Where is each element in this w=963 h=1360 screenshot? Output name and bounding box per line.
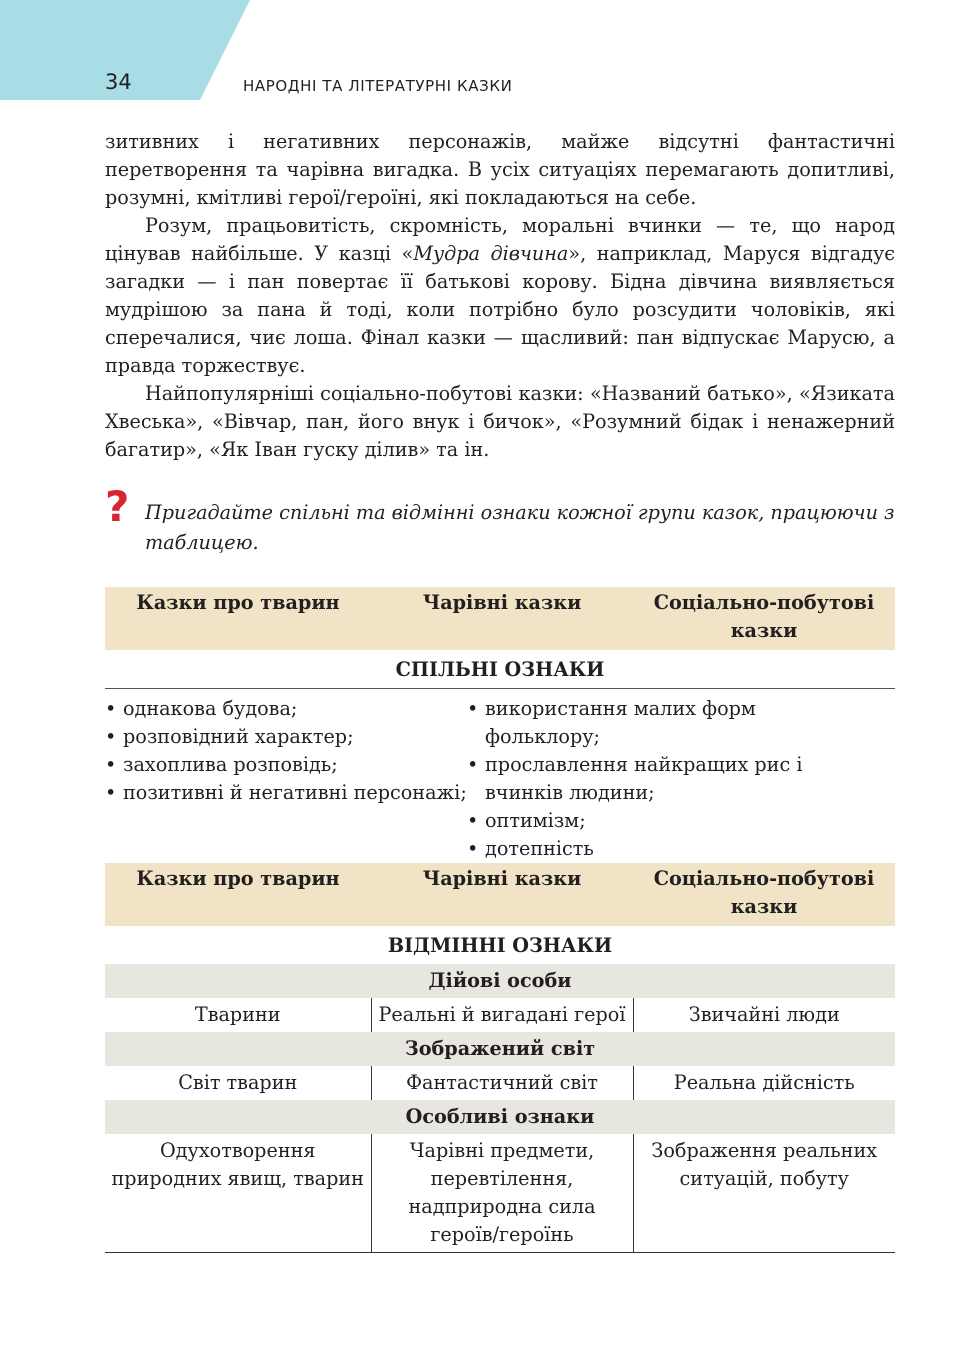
paragraph-2 — [105, 212, 895, 380]
subheader-world: Зображений світ — [105, 1032, 895, 1066]
column-header-animals: Казки про тварин — [105, 863, 371, 926]
subheader-features: Особливі ознаки — [105, 1100, 895, 1134]
list-item: • позитивні й негативні персонажі; — [105, 779, 467, 807]
common-features-right — [467, 695, 847, 863]
section-common-title: СПІЛЬНІ ОЗНАКИ — [105, 650, 895, 689]
list-item: • однакова будова; — [105, 695, 467, 723]
tale-title: Мудра дівчина — [413, 242, 569, 265]
column-header-animals: Казки про тварин — [105, 587, 371, 650]
column-header-magic: Чарівні казки — [371, 863, 633, 926]
subheader-world-row — [105, 1032, 895, 1066]
list-item: • використання малих форм фольклору; — [467, 695, 847, 751]
comparison-table — [105, 587, 895, 1253]
list-item: • дотепність — [467, 835, 847, 863]
common-features-row — [105, 689, 895, 864]
question-text: Пригадайте спільні та відмінні ознаки кожної групи казок, працюючи з таблицею. — [145, 501, 895, 554]
paragraph-2-end: », наприклад, Маруся відгадує загадки — і пан повертає її батькові корову. Бідна дівчина виявляється мудрішою за пана й тоді, коли потрібно було розсудити чоловіків, які сперечалися, чиє лоша. Фінал казки — щасливий: пан відпускає Марусю, а правда торжествує. — [105, 242, 895, 377]
table-row — [105, 998, 895, 1032]
list-item: • захоплива розповідь; — [105, 751, 467, 779]
table-row — [105, 1066, 895, 1100]
table-cell: Фантастичний світ — [371, 1066, 633, 1100]
section-diff-title: ВІДМІННІ ОЗНАКИ — [387, 934, 613, 957]
subheader-features-row — [105, 1100, 895, 1134]
subheader-characters-row — [105, 964, 895, 998]
section-diff-row — [105, 926, 895, 964]
paragraph-2-start: Розум, працьовитість, скромність, моральні вчинки — те, що народ цінував найбільше. У казці « — [105, 214, 895, 265]
section-common-row — [105, 650, 895, 689]
table-cell: Зображення реальних ситуацій, побуту — [633, 1134, 895, 1253]
table-cell: Тварини — [194, 1003, 281, 1026]
body-text — [105, 128, 895, 464]
column-header-magic: Чарівні казки — [371, 587, 633, 650]
column-header-social: Соціально-побутові казки — [633, 587, 895, 650]
table-row — [105, 1134, 895, 1253]
paragraph-1: зитивних і негативних персонажів, майже відсутні фантастичні перетворення та чарівна вигадка. В усіх ситуаціях перемагають допитливі, розумні, кмітливі герої/героїні, які покладаються на себе. — [105, 130, 895, 209]
running-title: НАРОДНІ ТА ЛІТЕРАТУРНІ КАЗКИ — [243, 77, 513, 95]
common-features — [105, 689, 895, 863]
table-cell: Одухотворення природних явищ, тварин — [105, 1134, 371, 1253]
paragraph-3: Найпопулярніші соціально-побутові казки: «Названий батько», «Язиката Хвеська», «Вівчар, пан, його внук і бичок», «Розумний бідак і ненажерний багатир», «Як Іван гуску ділив» та ін. — [105, 382, 895, 461]
table-cell: Світ тварин — [178, 1071, 298, 1094]
list-item: • оптимізм; — [467, 807, 847, 835]
list-item: • прославлення найкращих рис і вчинків людини; — [467, 751, 847, 807]
list-item: • розповідний характер; — [105, 723, 467, 751]
table-cell: Реальна дійсність — [673, 1071, 855, 1094]
common-features-left — [105, 695, 467, 863]
subheader-characters: Дійові особи — [105, 964, 895, 998]
table-header-row — [105, 587, 895, 650]
question-mark-icon: ? — [105, 482, 130, 531]
table-cell: Реальні й вигадані герої — [371, 998, 633, 1032]
page-number: 34 — [105, 70, 132, 94]
table-cell: Чарівні предмети, перевтілення, надприродна сила героїв/героїнь — [371, 1134, 633, 1253]
table-cell: Звичайні люди — [688, 1003, 840, 1026]
table-header-row-2 — [105, 863, 895, 926]
column-header-social: Соціально-побутові казки — [633, 863, 895, 926]
